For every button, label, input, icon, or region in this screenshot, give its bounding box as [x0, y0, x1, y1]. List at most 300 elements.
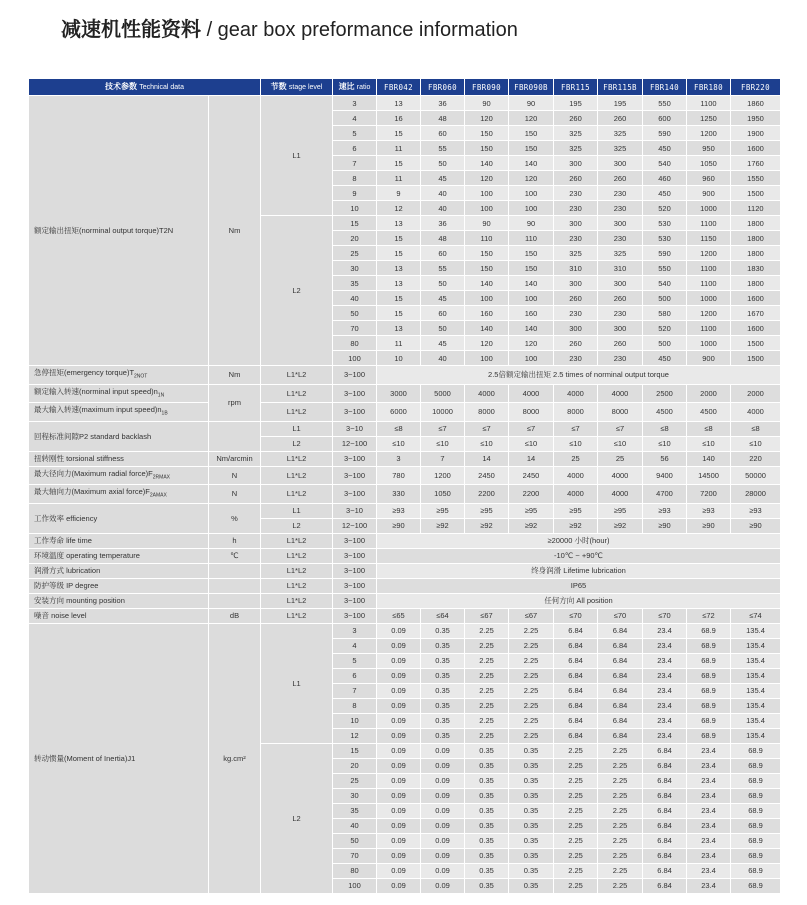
value-cell: 260 — [598, 336, 643, 351]
value-cell: ≤7 — [509, 421, 554, 436]
value-cell: 230 — [554, 186, 598, 201]
value-cell: 6.84 — [598, 698, 643, 713]
value-cell: ≤10 — [643, 436, 687, 451]
row-label-text: 额定输入转速(norminal input speed)n — [34, 386, 158, 396]
stage-cell: L1*L2 — [261, 384, 333, 403]
value-cell: 2.25 — [509, 653, 554, 668]
value-cell: 260 — [554, 111, 598, 126]
header-model: FBR140 — [643, 79, 687, 96]
ratio-cell: 3~100 — [333, 563, 377, 578]
stage-cell: L1 — [261, 96, 333, 216]
value-cell: 500 — [643, 336, 687, 351]
value-cell: 40 — [421, 186, 465, 201]
value-cell: 140 — [509, 156, 554, 171]
ratio-cell: 8 — [333, 171, 377, 186]
value-cell: 8000 — [598, 403, 643, 422]
value-cell: 36 — [421, 216, 465, 231]
value-cell: ≤7 — [598, 421, 643, 436]
row-label: 安装方向 mounting position — [29, 593, 209, 608]
value-cell: 460 — [643, 171, 687, 186]
value-cell: 150 — [465, 246, 509, 261]
value-cell: 1950 — [731, 111, 781, 126]
value-cell: 520 — [643, 321, 687, 336]
value-cell: 2500 — [643, 384, 687, 403]
value-cell: 120 — [509, 336, 554, 351]
table-row — [29, 485, 781, 504]
value-cell: ≤64 — [421, 608, 465, 623]
unit-cell: Nm — [209, 96, 261, 366]
value-cell: 230 — [554, 351, 598, 366]
value-cell: 310 — [598, 261, 643, 276]
stage-cell: L1*L2 — [261, 533, 333, 548]
value-cell: 68.9 — [731, 848, 781, 863]
table-row — [29, 96, 781, 111]
ratio-cell: 7 — [333, 156, 377, 171]
value-cell: 45 — [421, 171, 465, 186]
row-label — [29, 485, 209, 504]
ratio-cell: 25 — [333, 773, 377, 788]
value-cell: 4700 — [643, 485, 687, 504]
value-cell: 6000 — [377, 403, 421, 422]
value-cell: 9400 — [643, 466, 687, 485]
value-cell: 23.4 — [687, 758, 731, 773]
value-cell: 4000 — [465, 384, 509, 403]
row-label: 额定输出扭矩(norminal output torque)T2N — [29, 96, 209, 366]
value-cell: 48 — [421, 111, 465, 126]
value-cell: 300 — [598, 216, 643, 231]
stage-cell: L1 — [261, 503, 333, 518]
value-cell: 1800 — [731, 246, 781, 261]
value-cell: 2.25 — [509, 623, 554, 638]
ratio-cell: 5 — [333, 653, 377, 668]
row-label-subscript: 2RMAX — [152, 474, 170, 480]
value-cell: 1800 — [731, 231, 781, 246]
value-cell: 2.25 — [598, 758, 643, 773]
value-cell: 2.25 — [465, 668, 509, 683]
stage-cell: L2 — [261, 436, 333, 451]
ratio-cell: 3~100 — [333, 593, 377, 608]
value-cell: 13 — [377, 96, 421, 111]
value-cell: 4000 — [598, 384, 643, 403]
ratio-cell: 3~10 — [333, 421, 377, 436]
value-cell: 0.09 — [377, 683, 421, 698]
value-cell: 1200 — [687, 306, 731, 321]
value-cell: 0.35 — [465, 863, 509, 878]
value-cell: ≤67 — [465, 608, 509, 623]
row-label: 防护等级 IP degree — [29, 578, 209, 593]
value-cell: 300 — [554, 156, 598, 171]
value-cell: 1900 — [731, 126, 781, 141]
row-label — [29, 384, 209, 403]
value-cell: 6.84 — [554, 638, 598, 653]
stage-cell: L1*L2 — [261, 466, 333, 485]
value-cell: 2.25 — [554, 848, 598, 863]
unit-cell: N — [209, 466, 261, 485]
value-cell: 25 — [598, 451, 643, 466]
value-cell: 0.09 — [421, 878, 465, 893]
value-cell: 55 — [421, 141, 465, 156]
page-title-en: / gear box preformance information — [206, 19, 518, 41]
value-cell: ≤8 — [377, 421, 421, 436]
value-cell: 325 — [554, 126, 598, 141]
value-cell: 6.84 — [643, 803, 687, 818]
value-cell: 2.25 — [598, 773, 643, 788]
value-cell: 0.35 — [509, 818, 554, 833]
ratio-cell: 10 — [333, 201, 377, 216]
value-cell: 4000 — [598, 485, 643, 504]
value-cell: 68.9 — [687, 683, 731, 698]
value-cell: 15 — [377, 291, 421, 306]
value-cell: 60 — [421, 306, 465, 321]
value-cell: 0.09 — [377, 773, 421, 788]
value-cell: 230 — [598, 351, 643, 366]
table-row — [29, 421, 781, 436]
ratio-cell: 3~100 — [333, 466, 377, 485]
header-model: FBR220 — [731, 79, 781, 96]
value-cell: ≥93 — [687, 503, 731, 518]
page-title-zh: 减速机性能资料 — [61, 19, 201, 41]
value-cell: 330 — [377, 485, 421, 504]
value-cell: 0.35 — [509, 878, 554, 893]
merged-value-cell: -10℃ ~ +90℃ — [377, 548, 781, 563]
value-cell: 100 — [509, 186, 554, 201]
value-cell: 4000 — [554, 485, 598, 504]
value-cell: 1600 — [731, 321, 781, 336]
value-cell: 68.9 — [731, 863, 781, 878]
value-cell: 2.25 — [509, 713, 554, 728]
row-label-text: 最大径向力(Maximum radial force)F — [34, 468, 153, 478]
value-cell: 0.09 — [377, 728, 421, 743]
value-cell: 1670 — [731, 306, 781, 321]
value-cell: 2.25 — [598, 848, 643, 863]
row-label: 工作寿命 life time — [29, 533, 209, 548]
value-cell: 2.25 — [509, 683, 554, 698]
value-cell: 6.84 — [554, 653, 598, 668]
ratio-cell: 8 — [333, 698, 377, 713]
value-cell: 2.25 — [598, 788, 643, 803]
row-label-subscript: 1N — [157, 392, 165, 398]
ratio-cell: 20 — [333, 758, 377, 773]
value-cell: 68.9 — [731, 833, 781, 848]
value-cell: ≤70 — [643, 608, 687, 623]
value-cell: 50 — [421, 321, 465, 336]
value-cell: 1200 — [687, 126, 731, 141]
value-cell: 230 — [598, 186, 643, 201]
value-cell: 1760 — [731, 156, 781, 171]
value-cell: 68.9 — [687, 728, 731, 743]
stage-cell: L2 — [261, 518, 333, 533]
value-cell: 300 — [598, 276, 643, 291]
value-cell: 120 — [509, 111, 554, 126]
value-cell: ≥93 — [643, 503, 687, 518]
value-cell: 300 — [554, 216, 598, 231]
value-cell: 68.9 — [731, 758, 781, 773]
value-cell: 150 — [465, 261, 509, 276]
value-cell: 15 — [377, 306, 421, 321]
value-cell: 0.35 — [509, 758, 554, 773]
value-cell: 8000 — [465, 403, 509, 422]
value-cell: 6.84 — [643, 833, 687, 848]
ratio-cell: 3~100 — [333, 403, 377, 422]
row-label: 扭转刚性 torsional stiffness — [29, 451, 209, 466]
ratio-cell: 20 — [333, 231, 377, 246]
value-cell: 0.09 — [421, 833, 465, 848]
value-cell: 1250 — [687, 111, 731, 126]
value-cell: 6.84 — [554, 683, 598, 698]
value-cell: 780 — [377, 466, 421, 485]
ratio-cell: 12~100 — [333, 518, 377, 533]
value-cell: ≥95 — [509, 503, 554, 518]
value-cell: 135.4 — [731, 728, 781, 743]
value-cell: 23.4 — [687, 848, 731, 863]
value-cell: 260 — [598, 291, 643, 306]
value-cell: 0.35 — [509, 773, 554, 788]
header-technical: 技术参数 Technical data — [29, 79, 261, 96]
value-cell: 120 — [465, 171, 509, 186]
value-cell: 300 — [598, 156, 643, 171]
value-cell: 1000 — [687, 336, 731, 351]
row-label: 环境温度 operating temperature — [29, 548, 209, 563]
row-label: 噪音 noise level — [29, 608, 209, 623]
value-cell: 2.25 — [598, 863, 643, 878]
value-cell: 11 — [377, 336, 421, 351]
value-cell: 23.4 — [643, 638, 687, 653]
ratio-cell: 80 — [333, 863, 377, 878]
value-cell: 1120 — [731, 201, 781, 216]
value-cell: ≥90 — [643, 518, 687, 533]
value-cell: 23.4 — [687, 803, 731, 818]
value-cell: 50 — [421, 156, 465, 171]
value-cell: 23.4 — [687, 818, 731, 833]
stage-cell: L2 — [261, 216, 333, 366]
value-cell: 4000 — [554, 384, 598, 403]
value-cell: 0.35 — [509, 743, 554, 758]
value-cell: 550 — [643, 261, 687, 276]
value-cell: 325 — [554, 141, 598, 156]
ratio-cell: 70 — [333, 321, 377, 336]
row-label-subscript: 2AMAX — [149, 492, 167, 499]
stage-cell: L1*L2 — [261, 593, 333, 608]
value-cell: 135.4 — [731, 683, 781, 698]
value-cell: 23.4 — [643, 728, 687, 743]
value-cell: 0.35 — [465, 773, 509, 788]
value-cell: ≥95 — [421, 503, 465, 518]
value-cell: 1100 — [687, 276, 731, 291]
header-row — [29, 79, 781, 96]
ratio-cell: 7 — [333, 683, 377, 698]
value-cell: 0.35 — [421, 728, 465, 743]
value-cell: 14 — [509, 451, 554, 466]
row-label-text: 急停扭矩(emergency torque)T — [34, 368, 135, 377]
ratio-cell: 50 — [333, 833, 377, 848]
value-cell: 195 — [598, 96, 643, 111]
stage-cell: L1*L2 — [261, 485, 333, 504]
value-cell: 4000 — [554, 466, 598, 485]
value-cell: 2.25 — [465, 638, 509, 653]
value-cell: 0.35 — [509, 848, 554, 863]
value-cell: 0.09 — [377, 803, 421, 818]
stage-cell: L1*L2 — [261, 366, 333, 385]
value-cell: 68.9 — [731, 818, 781, 833]
value-cell: 1500 — [731, 351, 781, 366]
value-cell: 1050 — [421, 485, 465, 504]
row-label: 转动惯量(Moment of Inertia)J1 — [29, 623, 209, 893]
value-cell: 6.84 — [643, 788, 687, 803]
value-cell: 14 — [465, 451, 509, 466]
value-cell: 2.25 — [598, 803, 643, 818]
value-cell: 1200 — [687, 246, 731, 261]
value-cell: 960 — [687, 171, 731, 186]
value-cell: 6.84 — [643, 773, 687, 788]
header-model: FBR115B — [598, 79, 643, 96]
ratio-cell: 30 — [333, 261, 377, 276]
unit-cell: dB — [209, 608, 261, 623]
value-cell: ≤10 — [731, 436, 781, 451]
value-cell: 2450 — [509, 466, 554, 485]
ratio-cell: 100 — [333, 878, 377, 893]
row-label-subscript: 1B — [161, 410, 168, 417]
value-cell: ≤10 — [687, 436, 731, 451]
ratio-cell: 25 — [333, 246, 377, 261]
value-cell: 23.4 — [643, 623, 687, 638]
value-cell: 450 — [643, 186, 687, 201]
value-cell: ≤72 — [687, 608, 731, 623]
ratio-cell: 40 — [333, 818, 377, 833]
value-cell: ≤7 — [421, 421, 465, 436]
value-cell: 90 — [509, 216, 554, 231]
value-cell: 2.25 — [554, 818, 598, 833]
value-cell: 50 — [421, 276, 465, 291]
ratio-cell: 30 — [333, 788, 377, 803]
value-cell: 140 — [465, 156, 509, 171]
value-cell: ≤10 — [509, 436, 554, 451]
value-cell: 23.4 — [643, 653, 687, 668]
value-cell: 0.35 — [421, 623, 465, 638]
value-cell: 1100 — [687, 216, 731, 231]
ratio-cell: 35 — [333, 803, 377, 818]
table-row — [29, 451, 781, 466]
header-stage: 节数 stage level — [261, 79, 333, 96]
value-cell: 230 — [554, 306, 598, 321]
value-cell: 40 — [421, 351, 465, 366]
value-cell: 1050 — [687, 156, 731, 171]
stage-cell: L1*L2 — [261, 451, 333, 466]
value-cell: ≤70 — [554, 608, 598, 623]
value-cell: ≤10 — [421, 436, 465, 451]
value-cell: 325 — [598, 141, 643, 156]
stage-cell: L1*L2 — [261, 403, 333, 422]
value-cell: 150 — [509, 246, 554, 261]
value-cell: 260 — [554, 171, 598, 186]
value-cell: 0.35 — [509, 803, 554, 818]
ratio-cell: 3~100 — [333, 384, 377, 403]
value-cell: 6.84 — [554, 623, 598, 638]
unit-cell — [209, 593, 261, 608]
value-cell: ≤8 — [687, 421, 731, 436]
value-cell: 0.35 — [465, 878, 509, 893]
value-cell: 4500 — [687, 403, 731, 422]
stage-cell: L2 — [261, 743, 333, 893]
value-cell: 230 — [554, 201, 598, 216]
value-cell: ≤10 — [465, 436, 509, 451]
header-model: FBR060 — [421, 79, 465, 96]
value-cell: 8000 — [509, 403, 554, 422]
value-cell: 3 — [377, 451, 421, 466]
value-cell: 0.09 — [377, 713, 421, 728]
value-cell: 100 — [465, 186, 509, 201]
value-cell: 230 — [598, 201, 643, 216]
value-cell: 6.84 — [598, 668, 643, 683]
value-cell: ≤10 — [377, 436, 421, 451]
ratio-cell: 9 — [333, 186, 377, 201]
value-cell: 0.35 — [465, 833, 509, 848]
value-cell: 300 — [598, 321, 643, 336]
value-cell: 110 — [509, 231, 554, 246]
value-cell: 2.25 — [509, 638, 554, 653]
value-cell: 2.25 — [598, 833, 643, 848]
value-cell: 900 — [687, 186, 731, 201]
value-cell: 13 — [377, 276, 421, 291]
ratio-cell: 15 — [333, 216, 377, 231]
page-title — [61, 13, 518, 42]
value-cell: 23.4 — [687, 743, 731, 758]
value-cell: 6.84 — [554, 698, 598, 713]
value-cell: 28000 — [731, 485, 781, 504]
value-cell: 9 — [377, 186, 421, 201]
value-cell: 2.25 — [509, 728, 554, 743]
value-cell: ≤70 — [598, 608, 643, 623]
row-label — [29, 366, 209, 385]
value-cell: 260 — [554, 291, 598, 306]
value-cell: 60 — [421, 246, 465, 261]
ratio-cell: 35 — [333, 276, 377, 291]
value-cell: 1100 — [687, 321, 731, 336]
value-cell: ≥95 — [598, 503, 643, 518]
ratio-cell: 3~100 — [333, 485, 377, 504]
value-cell: 0.35 — [509, 788, 554, 803]
merged-value-cell: ≥20000 小时(hour) — [377, 533, 781, 548]
value-cell: 6.84 — [598, 638, 643, 653]
value-cell: 15 — [377, 156, 421, 171]
value-cell: 48 — [421, 231, 465, 246]
value-cell: ≤10 — [554, 436, 598, 451]
value-cell: 590 — [643, 126, 687, 141]
row-label: 回程标准间隙P2 standard backlash — [29, 421, 209, 451]
value-cell: 260 — [598, 111, 643, 126]
value-cell: 90 — [465, 96, 509, 111]
ratio-cell: 5 — [333, 126, 377, 141]
value-cell: 0.09 — [377, 878, 421, 893]
value-cell: 450 — [643, 351, 687, 366]
value-cell: 0.35 — [421, 653, 465, 668]
value-cell: 3000 — [377, 384, 421, 403]
value-cell: 120 — [465, 336, 509, 351]
ratio-cell: 100 — [333, 351, 377, 366]
value-cell: 68.9 — [731, 803, 781, 818]
value-cell: 2.25 — [554, 878, 598, 893]
merged-value-cell: 2.5倍额定输出扭矩 2.5 times of norminal output torque — [377, 366, 781, 385]
value-cell: 2000 — [731, 384, 781, 403]
value-cell: 0.35 — [465, 818, 509, 833]
value-cell: 68.9 — [687, 668, 731, 683]
value-cell: 6.84 — [598, 653, 643, 668]
value-cell: 100 — [509, 351, 554, 366]
value-cell: ≤10 — [598, 436, 643, 451]
table-row — [29, 578, 781, 593]
unit-cell: Nm/arcmin — [209, 451, 261, 466]
value-cell: 520 — [643, 201, 687, 216]
value-cell: 45 — [421, 291, 465, 306]
